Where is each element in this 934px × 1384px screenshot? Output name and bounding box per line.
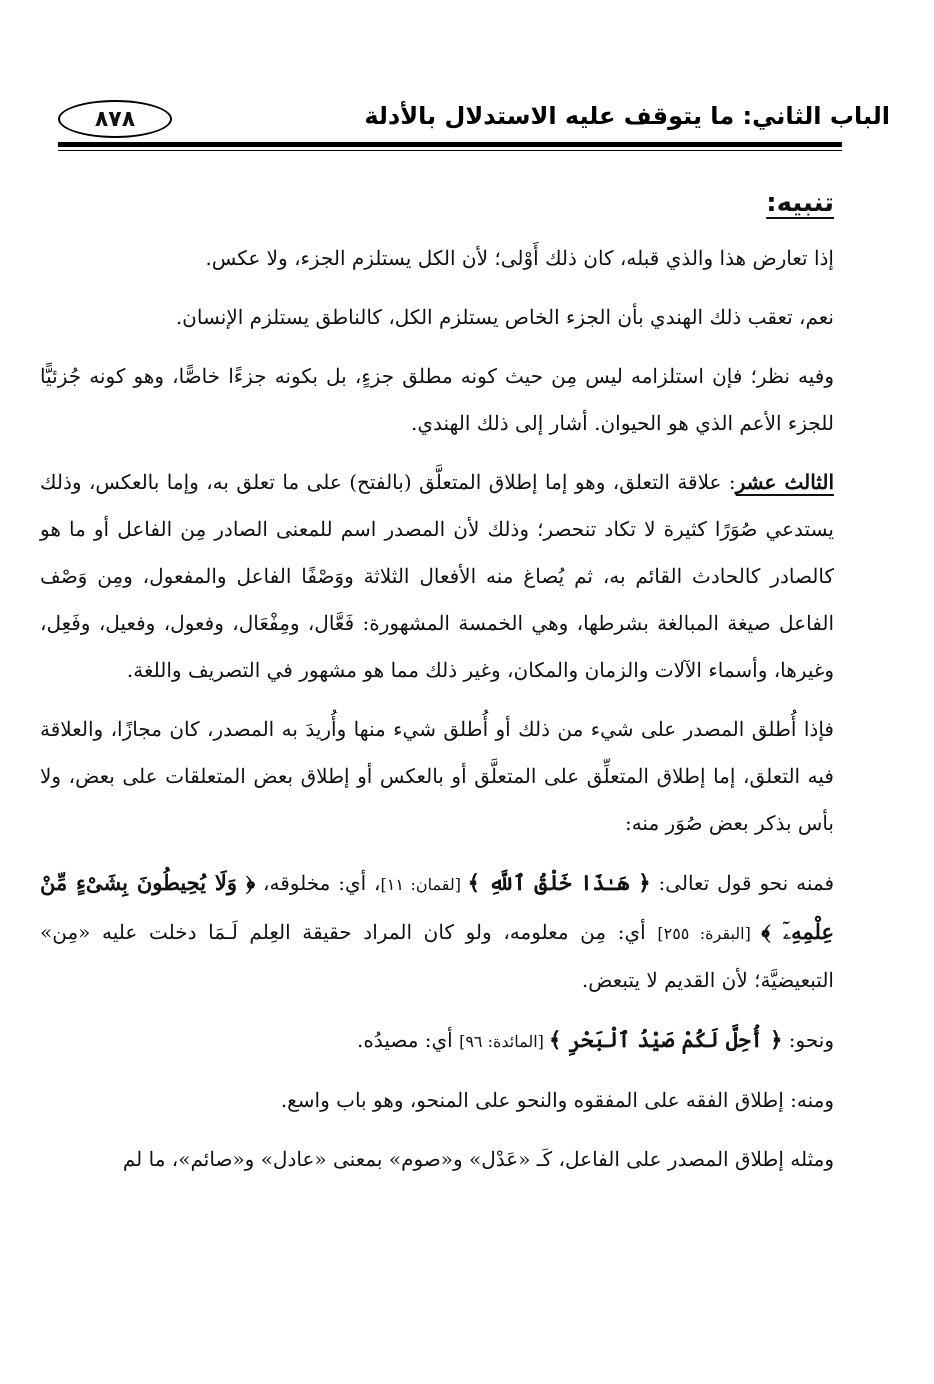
page-header (44, 96, 890, 148)
example1-rest: أي: مِن معلومه، ولو كان المراد حقيقة العِلم لَـمَا دخلت عليه «مِن» التبعيضيَّة؛ لأن القديم لا يتبعض. (40, 920, 834, 992)
quran-verse-1: ﴿ هَـٰذَا خَلْقُ ٱللَّهِ ﴾ (467, 870, 651, 895)
example1-paragraph (40, 859, 834, 1004)
thirteenth-text: : علاقة التعلق، وهو إما إطلاق المتعلَّق (بالفتح) على ما تعلق به، وإما بالعكس، وذلك يستدعي صُوَرًا كثيرة لا تكاد تنحصر؛ وذلك لأن المصدر اسم للمعنى الصادر مِن الفاعل أو ما هو كالصادر كالحادث القائم به، ثم يُصاغ منه الأفعال الثلاثة ووَصْفًا الفاعل والمفعول، ومِن وَصْف الفاعل صيغة المبالغة بشرطها، وهي الخمسة المشهورة: فَعَّال، ومِفْعَال، وفعول، وفعيل، وفَعِل، وغيرها، وأسماء الآلات والزمان والمكان، وغير ذلك مما هو مشهور في التصريف واللغة. (40, 470, 834, 682)
quran-verse-3: ﴿ أُحِلَّ لَكُمْ صَيْدُ ٱلْبَحْرِ ﴾ (549, 1027, 783, 1052)
example1-mid: ، أي: مخلوقه، (255, 871, 381, 895)
verse-citation-3: [المائدة: ٩٦] (459, 1032, 549, 1051)
notice-paragraph-3: وفيه نظر؛ فإن استلزامه ليس مِن حيث كونه مطلق جزءٍ، بل بكونه جزءًا خاصًّا، وهو كونه جُزئيًّا للجزء الأعم الذي هو الحيوان. أشار إلى ذلك الهندي. (40, 364, 834, 435)
quran-verse-2: ﴿ وَلَا يُحِيطُونَ بِشَىْءٍ مِّنْ عِلْمِهِۦٓ ﴾ (40, 870, 834, 944)
verse-citation-2: [البقرة: ٢٥٥] (657, 924, 762, 943)
thirteenth-paragraph (40, 459, 834, 694)
verse-citation-1: [لقمان: ١١] (380, 875, 468, 894)
page-body (40, 180, 834, 1195)
page-number-badge: ٨٧٨ (58, 100, 172, 138)
header-rule-thick (58, 142, 842, 147)
notice-paragraph-1: إذا تعارض هذا والذي قبله، كان ذلك أَوْلى؛ لأن الكل يستلزم الجزء، ولا عكس. (205, 246, 834, 270)
notice-paragraph-2: نعم، تعقب ذلك الهندي بأن الجزء الخاص يستلزم الكل، كالناطق يستلزم الإنسان. (175, 305, 834, 329)
thirteenth-heading: الثالث عشر (735, 470, 834, 494)
header-rule-thin (58, 150, 842, 151)
notice-heading: تنبيه: (766, 188, 834, 218)
running-title: الباب الثاني: ما يتوقف عليه الاستدلال بالأدلة (364, 102, 890, 130)
example2-paragraph (40, 1016, 834, 1065)
last-paragraph: ومثله إطلاق المصدر على الفاعل، كَـ «عَدْل» و«صوم» بمعنى «عادل» و«صائم»، ما لم (122, 1147, 834, 1171)
example1-intro: فمنه نحو قول تعالى: (650, 871, 835, 895)
fiqh-paragraph: ومنه: إطلاق الفقه على المفقوه والنحو على المنحو، وهو باب واسع. (280, 1088, 834, 1112)
example2-rest: أي: مصيدُه. (356, 1028, 460, 1052)
example2-intro: ونحو: (782, 1028, 834, 1052)
masdar-paragraph: فإذا أُطلق المصدر على شيء من ذلك أو أُطلق شيء منها وأُريدَ به المصدر، كان مجازًا، والعلاقة فيه التعلق، إما إطلاق المتعلِّق على المتعلَّق أو بالعكس أو إطلاق بعض المتعلقات على بعض، ولا بأس بذكر بعض صُوَر منه: (40, 717, 834, 835)
